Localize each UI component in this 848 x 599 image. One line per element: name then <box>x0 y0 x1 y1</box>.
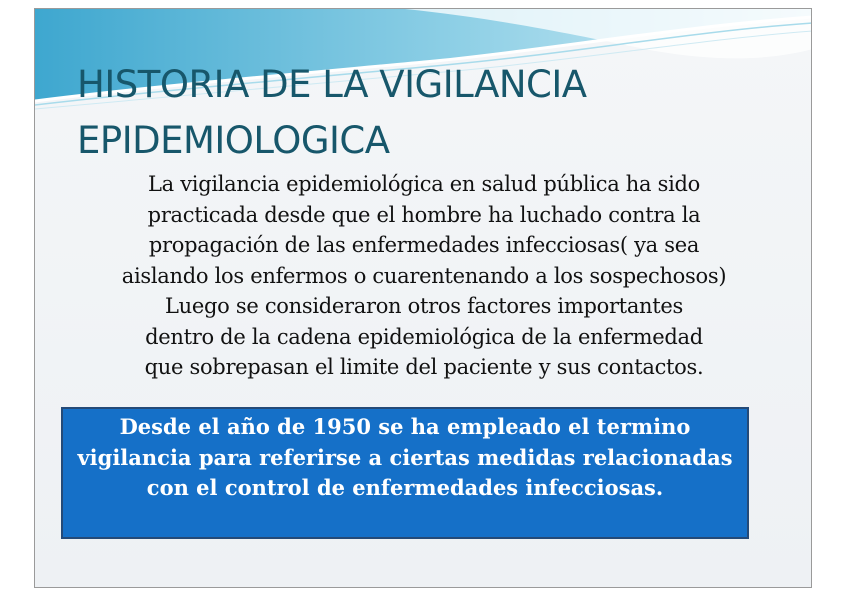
body-line: propagación de las enfermedades infecciosas( ya sea <box>148 233 700 257</box>
body-line: La vigilancia epidemiológica en salud pública ha sido <box>147 172 700 196</box>
body-line: aislando los enfermos o cuarentenando a los sospechosos) <box>121 263 727 288</box>
callout-line: Desde el año de 1950 se ha empleado el termino <box>119 414 691 439</box>
body-paragraph <box>35 169 812 383</box>
title-line: EPIDEMIOLOGICA <box>77 119 390 162</box>
body-line: que sobrepasan el limite del paciente y sus contactos. <box>144 355 704 379</box>
callout-line: con el control de enfermedades infecciosas. <box>146 475 664 500</box>
slide <box>34 8 812 588</box>
body-line: dentro de la cadena epidemiológica de la enfermedad <box>145 324 703 349</box>
title-line: HISTORIA DE LA VIGILANCIA <box>77 63 587 106</box>
body-line: Luego se consideraron otros factores importantes <box>164 294 684 318</box>
callout-line: vigilancia para referirse a ciertas medidas relacionadas <box>77 444 733 470</box>
slide-title <box>77 57 777 169</box>
callout-box <box>61 407 749 539</box>
body-line: practicada desde que el hombre ha luchado contra la <box>147 202 701 227</box>
